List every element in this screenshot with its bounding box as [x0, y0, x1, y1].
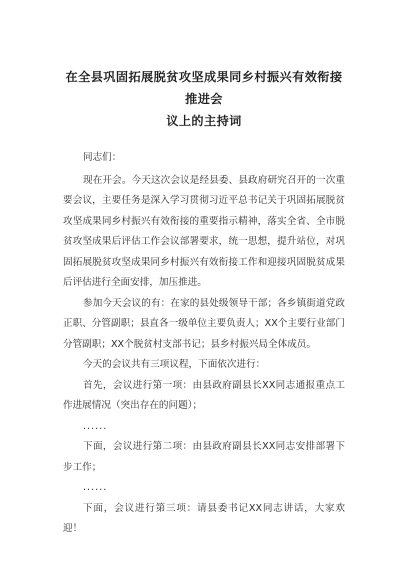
salutation: 同志们：	[83, 152, 122, 163]
paragraph-agenda: 今天的会议共有三项议程，下面依次进行：	[83, 359, 266, 370]
document-title	[63, 66, 345, 132]
title-line-2: 议上的主持词	[166, 114, 242, 128]
paragraph-item-1: 首先，会议进行第一项：由县政府副县长XX同志通报重点工作进展情况（突出存在的问题）；	[63, 379, 345, 411]
ellipsis-1: ......	[83, 420, 108, 432]
paragraph-item-2: 下面，会议进行第二项：由县政府副县长XX同志安排部署下步工作；	[63, 441, 345, 473]
paragraph-item-3: 下面，会议进行第三项：请县委书记XX同志讲话，大家欢迎！	[63, 502, 345, 534]
title-line-1: 在全县巩固拓展脱贫攻坚成果同乡村振兴有效衔接推进会	[65, 70, 343, 106]
document-body	[63, 148, 345, 540]
ellipsis-2: ......	[83, 482, 108, 493]
paragraph-attendees: 参加今天会议的有：在家的县处级领导干部；各乡镇街道党政正职、分管副职；县直各一级单位主要负责人；XX个主要行业部门分管副职；XX个脱贫村支部书记；县乡村振兴局全体成员。	[63, 297, 345, 350]
paragraph-opening: 现在开会。今天这次会议是经县委、县政府研究召开的一次重要会议，主要任务是深入学习贯彻习近平总书记关于巩固拓展脱贫攻坚成果同乡村振兴有效衔接的重要指示精神，落实全省、全市脱贫攻坚成果后评估工作会议部署要求，统一思想，提升站位，对巩固拓展脱贫攻坚成果同乡村振兴有效衔接工作和迎接巩固脱贫成果后评估进行全面安排，加压推进。	[63, 174, 345, 288]
